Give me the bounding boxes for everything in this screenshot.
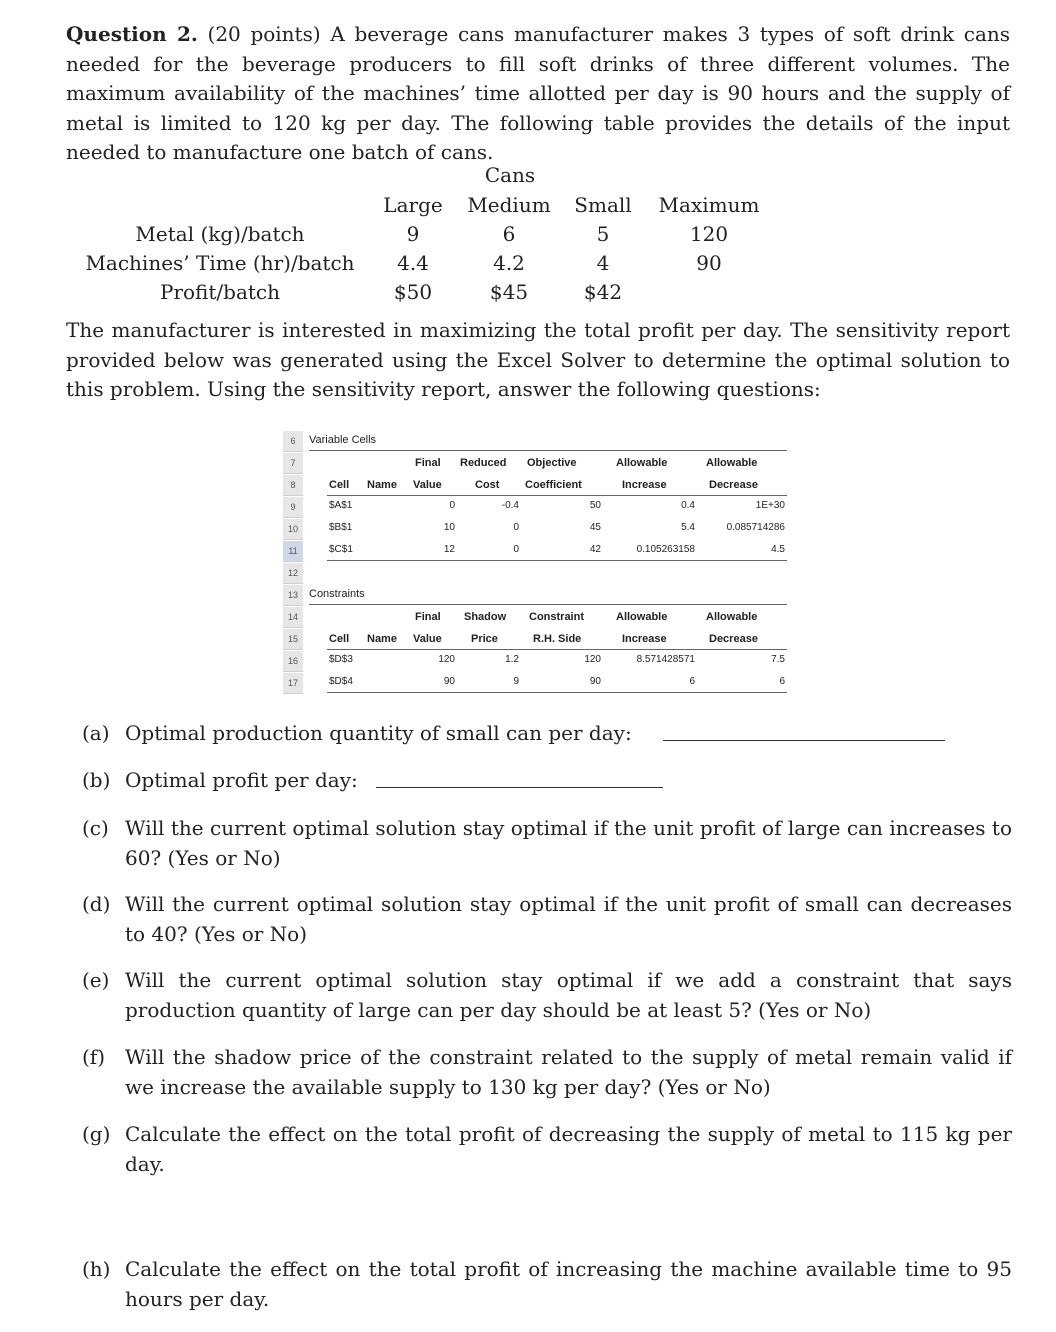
row-number: 15	[283, 629, 303, 650]
var-final-value: 12	[443, 544, 455, 555]
con-rhs: 120	[584, 654, 601, 665]
row-number: 12	[283, 563, 303, 584]
con-shadow-price: 1.2	[505, 654, 519, 665]
hdr-value: Value	[413, 633, 442, 645]
section-rule	[309, 450, 787, 451]
var-objective-coef: 50	[589, 500, 601, 511]
cell-metal-small: 5	[596, 222, 610, 246]
row-number: 10	[283, 519, 303, 540]
row-number: 17	[283, 673, 303, 694]
var-allow-dec: 1E+30	[755, 500, 785, 511]
hdr-coefficient: Coefficient	[525, 479, 582, 491]
var-reduced-cost: -0.4	[501, 500, 519, 511]
con-final-value: 90	[443, 676, 455, 687]
question-label: (f)	[82, 1045, 106, 1069]
col-maximum: Maximum	[658, 193, 760, 217]
hdr-cell: Cell	[329, 479, 350, 491]
hdr-cell: Cell	[329, 633, 350, 645]
question-text: Will the shadow price of the constraint related to the supply of metal remain valid if we increase the available supply to 130 kg per day? (Yes or No)	[125, 1045, 1012, 1099]
cell-metal-max: 120	[689, 222, 729, 246]
row-number: 11	[283, 541, 303, 562]
row-number: 14	[283, 607, 303, 628]
question-label: (e)	[82, 968, 110, 992]
intro-paragraph	[66, 20, 1010, 168]
question-heading: Question 2.	[66, 22, 198, 46]
table-bottom-rule	[327, 560, 787, 561]
question-label: (d)	[82, 892, 111, 916]
col-small: Small	[574, 193, 632, 217]
question-d	[82, 890, 1012, 949]
hdr-rhs: R.H. Side	[533, 633, 582, 645]
question-f	[82, 1043, 1012, 1102]
question-text: Optimal profit per day:	[125, 768, 358, 792]
cell-metal-medium: 6	[502, 222, 516, 246]
var-allow-dec: 4.5	[771, 544, 785, 555]
var-final-value: 0	[449, 500, 455, 511]
question-label: (h)	[82, 1257, 111, 1281]
intro-text: (20 points) A beverage cans manufacturer makes 3 types of soft drink cans needed for the beverage producers to fill soft drinks of three different volumes. The maximum availability of the machines’ time allotted per day is 90 hours and the supply of metal is limited to 120 kg per day. The following table provides the details of the input needed to manufacture one batch of cans.	[66, 22, 1011, 164]
con-cell: $D$3	[329, 654, 353, 665]
con-allow-dec: 7.5	[771, 654, 785, 665]
hdr-final: Final	[415, 457, 441, 469]
var-allow-inc: 0.105263158	[636, 544, 695, 555]
row-number: 16	[283, 651, 303, 672]
question-text: Calculate the effect on the total profit of decreasing the supply of metal to 115 kg per day.	[125, 1122, 1012, 1176]
cell-profit-small: $42	[583, 280, 623, 304]
hdr-allow-dec: Allowable	[706, 611, 758, 623]
constraints-title: Constraints	[309, 588, 365, 600]
question-c	[82, 814, 1012, 873]
hdr-name: Name	[367, 633, 397, 645]
hdr-value: Value	[413, 479, 442, 491]
con-allow-inc: 8.571428571	[636, 654, 695, 665]
question-label: (c)	[82, 816, 109, 840]
answer-line-a[interactable]	[663, 740, 945, 741]
instructions-paragraph: The manufacturer is interested in maximizing the total profit per day. The sensitivity report provided below was generated using the Excel Solver to determine the optimal solution to this problem. Using the sensitivity report, answer the following questions:	[66, 318, 1010, 401]
question-b	[82, 766, 1012, 796]
hdr-reduced: Reduced	[460, 457, 507, 469]
hdr-final: Final	[415, 611, 441, 623]
row-label-time: Machines’ Time (hr)/batch	[85, 251, 355, 275]
var-objective-coef: 42	[589, 544, 601, 555]
hdr-price: Price	[471, 633, 498, 645]
hdr-decrease: Decrease	[709, 479, 758, 491]
question-text: Will the current optimal solution stay optimal if we add a constraint that says production quantity of large can per day should be at least 5? (Yes or No)	[125, 968, 1012, 1022]
cell-metal-large: 9	[406, 222, 420, 246]
var-final-value: 10	[443, 522, 455, 533]
section-rule	[309, 604, 787, 605]
question-g	[82, 1120, 1012, 1179]
question-text: Optimal production quantity of small can per day:	[125, 721, 632, 745]
cans-header: Cans	[484, 163, 536, 187]
var-reduced-cost: 0	[513, 522, 519, 533]
question-text: Calculate the effect on the total profit of increasing the machine available time to 95 hours per day.	[125, 1257, 1012, 1311]
hdr-name: Name	[367, 479, 397, 491]
var-cell: $A$1	[329, 500, 353, 511]
hdr-allow-inc: Allowable	[616, 611, 668, 623]
question-text: Will the current optimal solution stay optimal if the unit profit of small can decreases to 40? (Yes or No)	[125, 892, 1012, 946]
row-number: 6	[283, 431, 303, 452]
question-label: (b)	[82, 768, 111, 792]
cell-time-max: 90	[696, 251, 722, 275]
variable-cells-title: Variable Cells	[309, 434, 377, 446]
hdr-allow-inc: Allowable	[616, 457, 668, 469]
var-cell: $B$1	[329, 522, 353, 533]
var-allow-inc: 0.4	[681, 500, 695, 511]
col-medium: Medium	[467, 193, 551, 217]
var-reduced-cost: 0	[513, 544, 519, 555]
question-e	[82, 966, 1012, 1025]
row-label-profit: Profit/batch	[159, 280, 281, 304]
col-large: Large	[383, 193, 443, 217]
hdr-decrease: Decrease	[709, 633, 758, 645]
var-allow-inc: 5.4	[681, 522, 695, 533]
cell-profit-large: $50	[393, 280, 433, 304]
row-number: 8	[283, 475, 303, 496]
header-rule	[327, 649, 787, 650]
hdr-increase: Increase	[622, 479, 667, 491]
answer-line-b[interactable]	[376, 787, 663, 788]
table-bottom-rule	[327, 692, 787, 693]
row-number: 13	[283, 585, 303, 606]
con-allow-dec: 6	[779, 676, 785, 687]
hdr-shadow: Shadow	[464, 611, 507, 623]
var-cell: $C$1	[329, 544, 353, 555]
header-rule	[327, 495, 787, 496]
hdr-cost: Cost	[475, 479, 500, 491]
question-label: (a)	[82, 721, 110, 745]
cell-time-small: 4	[596, 251, 610, 275]
var-objective-coef: 45	[589, 522, 601, 533]
con-cell: $D$4	[329, 676, 353, 687]
con-rhs: 90	[589, 676, 601, 687]
row-label-metal: Metal (kg)/batch	[135, 222, 305, 246]
row-number: 9	[283, 497, 303, 518]
con-final-value: 120	[438, 654, 455, 665]
con-shadow-price: 9	[513, 676, 519, 687]
hdr-increase: Increase	[622, 633, 667, 645]
hdr-allow-dec: Allowable	[706, 457, 758, 469]
row-number: 7	[283, 453, 303, 474]
sensitivity-report	[283, 431, 788, 695]
question-text: Will the current optimal solution stay optimal if the unit profit of large can increases to 60? (Yes or No)	[125, 816, 1012, 870]
hdr-objective: Objective	[527, 457, 577, 469]
question-h	[82, 1255, 1012, 1314]
question-a	[82, 719, 1012, 749]
question-label: (g)	[82, 1122, 111, 1146]
hdr-constraint: Constraint	[529, 611, 584, 623]
cell-time-large: 4.4	[397, 251, 429, 275]
con-allow-inc: 6	[689, 676, 695, 687]
var-allow-dec: 0.085714286	[726, 522, 785, 533]
cell-profit-medium: $45	[489, 280, 529, 304]
cell-time-medium: 4.2	[493, 251, 525, 275]
